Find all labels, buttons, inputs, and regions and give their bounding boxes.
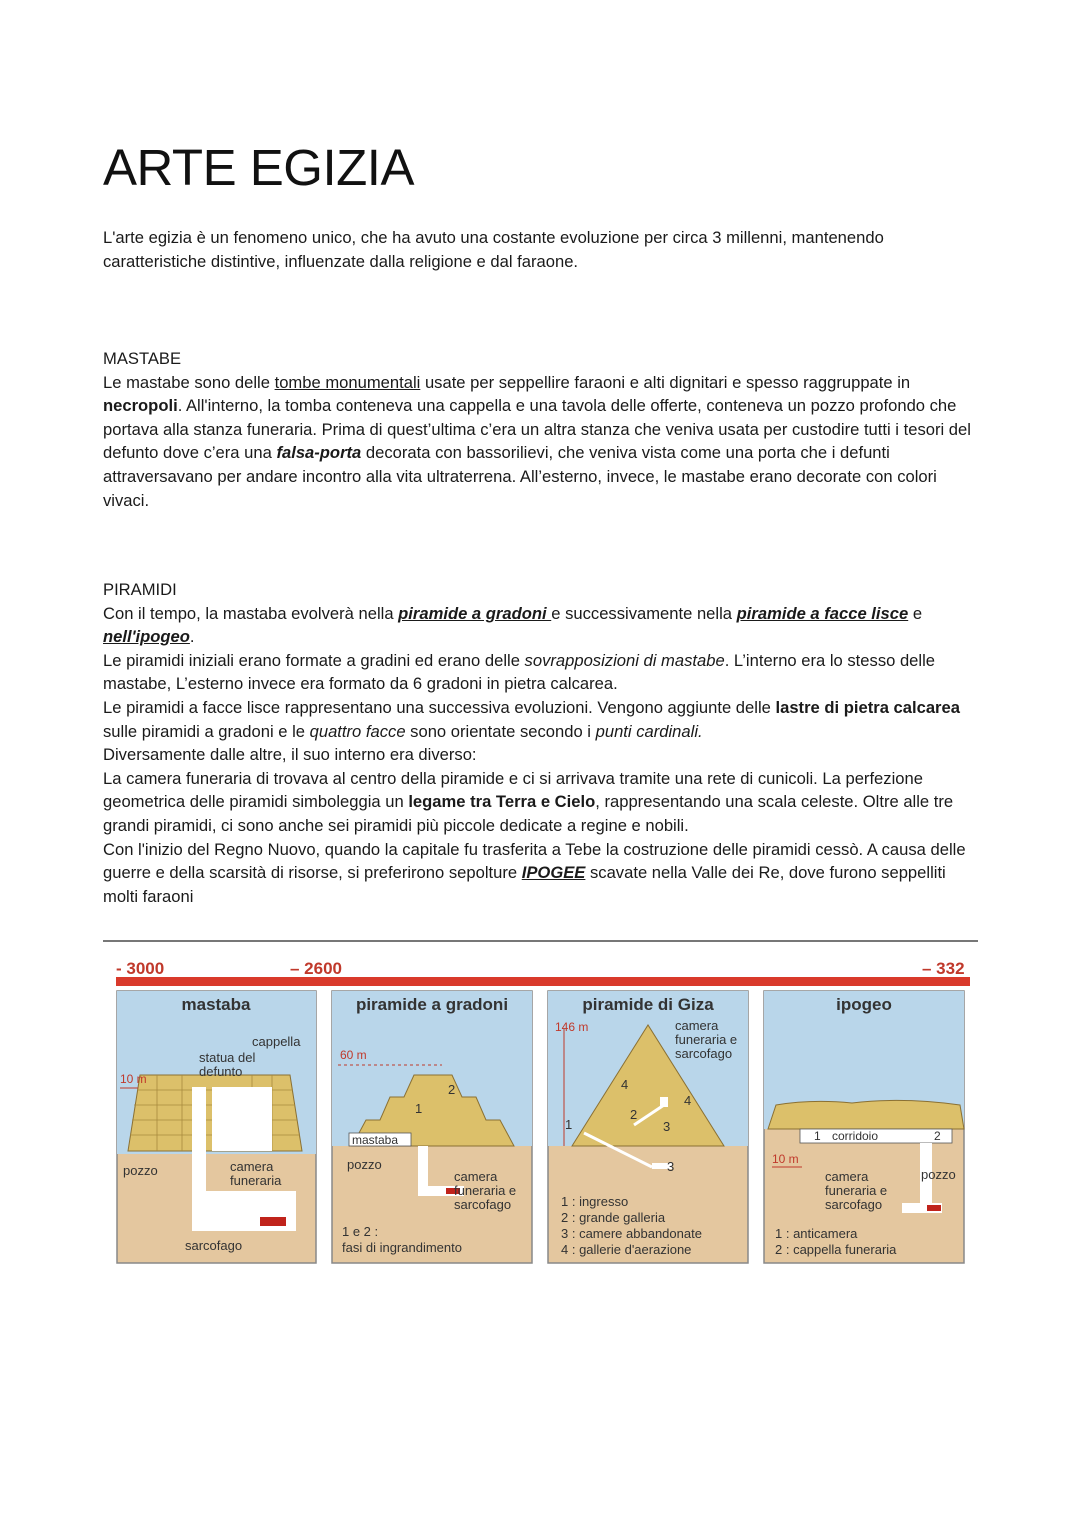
label-funeraria: funeraria — [230, 1173, 282, 1188]
panel-title-gradoni: piramide a gradoni — [355, 995, 509, 1014]
label-ip-2: 2 — [934, 1129, 941, 1143]
label-phases: 1 e 2 : — [342, 1224, 379, 1239]
legend-cappella: 2 : cappella funeraria — [775, 1242, 897, 1257]
label-funeraria-2: funeraria e — [454, 1183, 517, 1198]
legend-anticamera: 1 : anticamera — [775, 1226, 858, 1241]
label-defunto: defunto — [199, 1064, 243, 1079]
label-fasi: fasi di ingrandimento — [342, 1240, 462, 1255]
horizontal-rule — [103, 940, 978, 942]
label-funeraria-4: funeraria e — [825, 1183, 888, 1198]
label-10m-ip: 10 m — [772, 1152, 799, 1166]
piramidi-line-6: Con l'inizio del Regno Nuovo, quando la capitale fu trasferita a Tebe la costruzione delle piramidi cessò. A causa delle guerre e della scarsità di risorse, si preferirono sepolture IPOGEE scavate nella Valle dei Re, dove furono seppelliti molti faraoni — [103, 839, 966, 906]
label-camera: camera — [230, 1159, 274, 1174]
legend-camere: 3 : camere abbandonate — [561, 1226, 702, 1241]
panel-title-ipogeo: ipogeo — [836, 995, 892, 1014]
label-3b: 3 — [667, 1159, 675, 1174]
label-146m: 146 m — [555, 1020, 589, 1034]
label-pozzo: pozzo — [123, 1163, 158, 1178]
page-title: ARTE EGIZIA — [103, 139, 414, 196]
section-heading-mastabe: MASTABE — [103, 349, 182, 368]
label-statua: statua del — [199, 1050, 256, 1065]
piramidi-line-3: Le piramidi a facce lisce rappresentano una successiva evoluzioni. Vengono aggiunte delle lastre di pietra calcarea sulle piramidi a gradoni e le quattro facce sono orientate secondo i punti cardinali. — [103, 697, 960, 741]
piramidi-line-5: La camera funeraria di trovava al centro della piramide e ci si arrivava tramite una rete di cunicoli. La perfezione geometrica delle piramidi simboleggia un legame tra Terra e Cielo, rappresentando una scala celeste. Oltre alle tre grandi piramidi, ci sono anche sei piramidi più piccole dedicate a regine e nobili. — [103, 768, 954, 835]
tomb-diagram-svg — [112, 955, 974, 1265]
cliff-rock — [768, 1100, 964, 1129]
label-pozzo-2: pozzo — [347, 1157, 382, 1172]
timeline-bar — [116, 977, 970, 986]
label-ip-1: 1 — [814, 1129, 821, 1143]
panel-mastaba — [117, 991, 316, 1263]
label-phase-2: 2 — [448, 1082, 456, 1097]
mastaba-shaft — [192, 1087, 206, 1205]
label-sarcofago: sarcofago — [185, 1238, 243, 1253]
label-sarcofago-4: sarcofago — [825, 1197, 883, 1212]
piramidi-line-4: Diversamente dalle altre, il suo interno era diverso: — [103, 745, 477, 765]
label-60m: 60 m — [340, 1048, 367, 1062]
label-phase-1: 1 — [415, 1101, 423, 1116]
panel-step-pyramid — [332, 991, 532, 1263]
label-10m: 10 m — [120, 1072, 147, 1086]
panel-title-mastaba: mastaba — [181, 995, 251, 1014]
sarcophagus-icon — [927, 1205, 941, 1211]
label-mastaba-inner: mastaba — [352, 1133, 399, 1147]
timeline-label-2600: – 2600 — [290, 959, 342, 978]
label-4a: 4 — [621, 1077, 629, 1092]
label-camera-4: camera — [825, 1169, 869, 1184]
tomb-evolution-figure — [112, 955, 974, 1265]
mastabe-paragraph: Le mastabe sono delle tombe monumentali usate per seppellire faraoni e alti dignitari e spesso raggruppate in necropoli. All'interno, la tomba conteneva una cappella e una tavola delle offerte, conteneva un pozzo profondo che portava alla stanza funeraria. Prima di quest’ultima c’era un altra stanza che veniva usata per custodire tutti i tesori del defunto dove c’era una falsa-porta decorata con bassorilievi, che veniva vista come una porta che i defunti attraversavano per andare incontro alla vita ultraterrena. All’esterno, invece, le mastabe erano decorate con colori vivaci. — [103, 372, 971, 510]
label-4b: 4 — [684, 1093, 692, 1108]
label-sarcofago-2: sarcofago — [454, 1197, 512, 1212]
label-2: 2 — [630, 1107, 638, 1122]
label-pozzo-4: pozzo — [921, 1167, 956, 1182]
label-cappella: cappella — [252, 1034, 301, 1049]
timeline-label-332: – 332 — [922, 959, 965, 978]
legend-gallerie: 4 : gallerie d'aerazione — [561, 1242, 692, 1257]
legend-grande-galleria: 2 : grande galleria — [561, 1210, 666, 1225]
label-corridoio: corridoio — [832, 1129, 879, 1143]
label-funeraria-3: funeraria e — [675, 1032, 738, 1047]
label-camera-3: camera — [675, 1018, 719, 1033]
panel-giza-pyramid — [548, 991, 748, 1263]
panel-title-giza: piramide di Giza — [582, 995, 714, 1014]
mastaba-chapel — [212, 1087, 272, 1151]
sarcophagus-icon — [260, 1217, 286, 1226]
label-sarcofago-3: sarcofago — [675, 1046, 733, 1061]
panel-ipogeo — [764, 991, 964, 1263]
section-piramidi — [103, 578, 978, 908]
legend-ingresso: 1 : ingresso — [561, 1194, 629, 1209]
piramidi-line-1: Con il tempo, la mastaba evolverà nella piramide a gradoni e successivamente nella piramide a facce lisce e nell'ipogeo. — [103, 603, 923, 647]
intro-paragraph: L'arte egizia è un fenomeno unico, che ha avuto una costante evoluzione per circa 3 millenni, mantenendo caratteristiche distintive, influenzate dalla religione e dal faraone. — [103, 228, 884, 271]
section-heading-piramidi: PIRAMIDI — [103, 580, 177, 599]
label-1: 1 — [565, 1117, 573, 1132]
piramidi-line-2: Le piramidi iniziali erano formate a gradini ed erano delle sovrapposizioni di mastabe. L’interno era lo stesso delle mastabe, L’esterno invece era formato da 6 gradoni in pietra calcarea. — [103, 650, 936, 694]
timeline-label-3000: - 3000 — [116, 959, 165, 978]
section-mastabe — [103, 347, 978, 512]
label-3a: 3 — [663, 1119, 671, 1134]
label-camera-2: camera — [454, 1169, 498, 1184]
